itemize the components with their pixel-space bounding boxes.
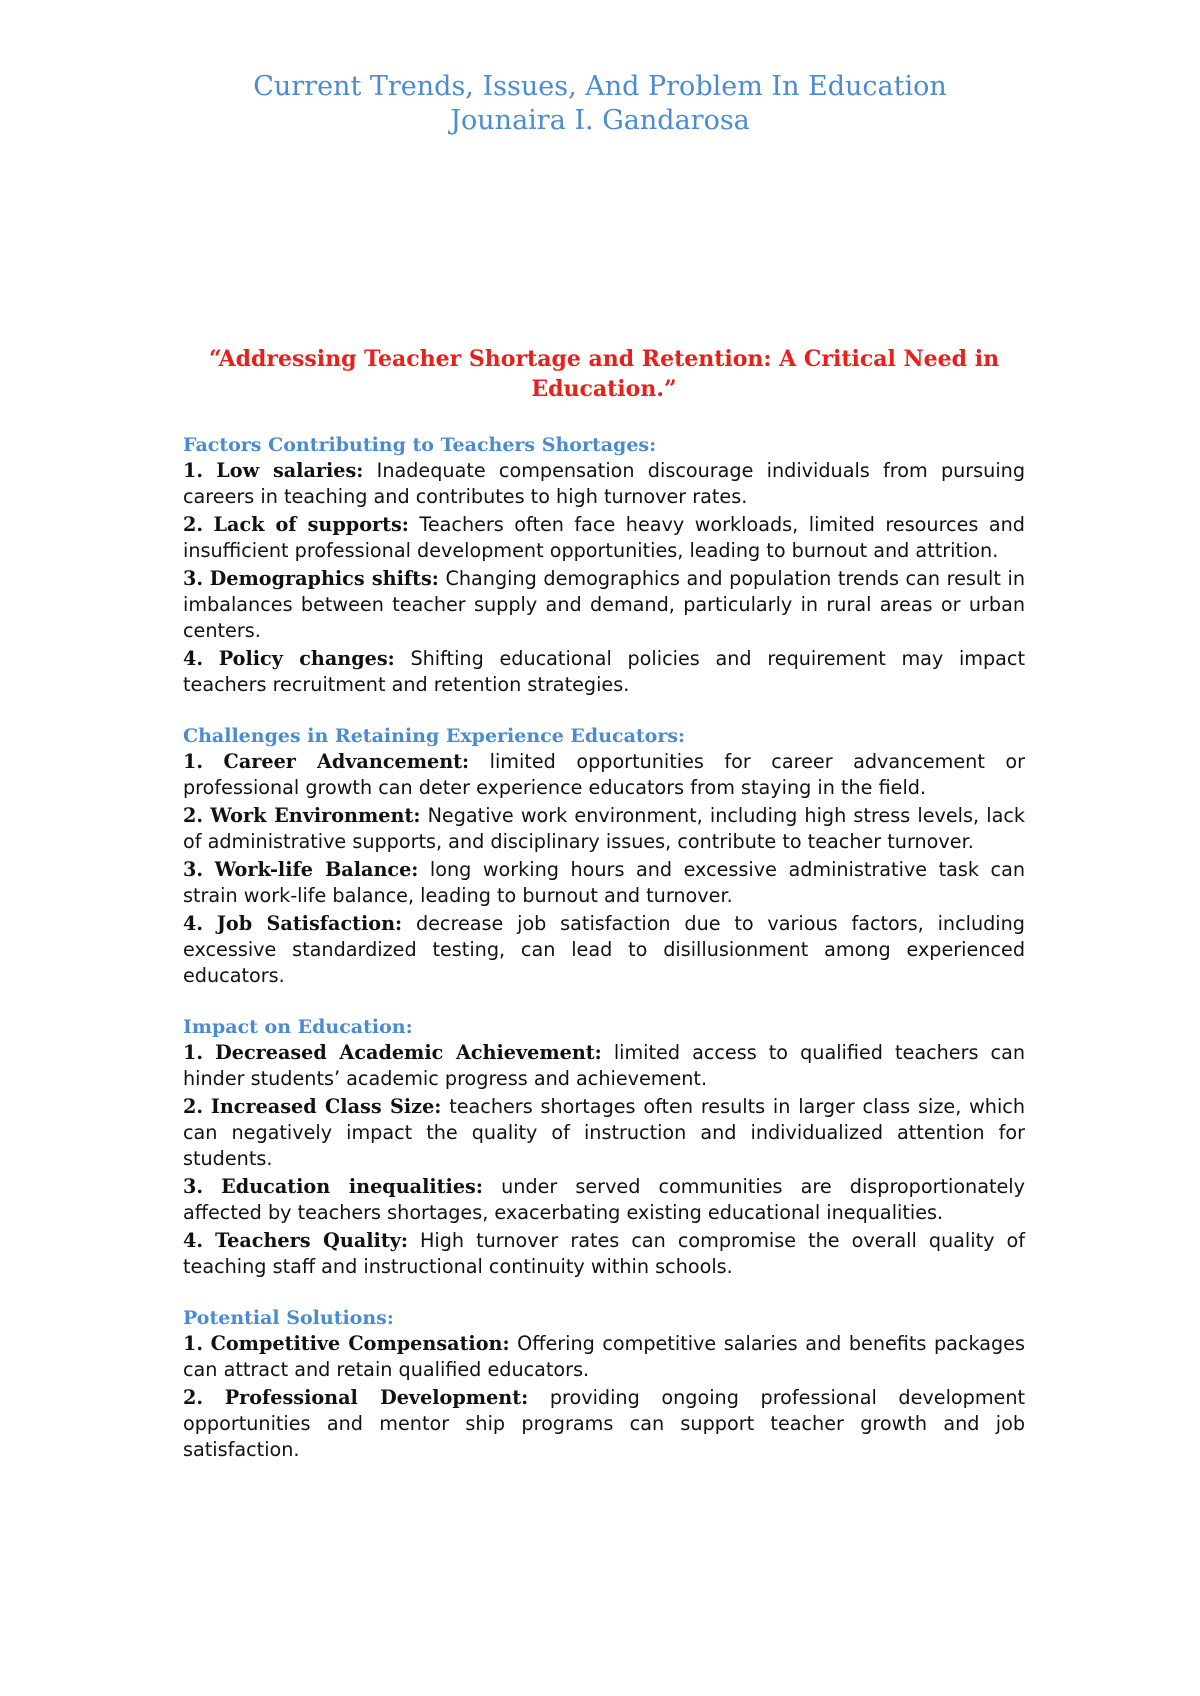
item-text: Offering competitive salaries and benefits packages can attract and retain qualified educators.	[183, 1332, 1025, 1381]
item-text: long working hours and excessive administrative task can strain work-life balance, leading to burnout and turnover.	[183, 858, 1025, 907]
item-text: Teachers often face heavy workloads, limited resources and insufficient professional development opportunities, leading to burnout and attrition.	[183, 513, 1025, 562]
item-number: 2.	[183, 1386, 204, 1409]
section-3	[183, 1014, 1025, 1280]
item-term: Work-life Balance:	[214, 858, 419, 881]
essay-title: “Addressing Teacher Shortage and Retention: A Critical Need in Education.”	[208, 346, 1000, 402]
item-term: Lack of supports:	[213, 513, 409, 536]
list-item	[183, 857, 1025, 909]
list-item	[183, 512, 1025, 564]
list-item	[183, 749, 1025, 801]
section-heading: Factors Contributing to Teachers Shortages:	[183, 434, 657, 456]
list-item	[183, 1331, 1025, 1383]
section-heading: Impact on Education:	[183, 1016, 413, 1038]
item-term: Demographics shifts:	[209, 567, 439, 590]
item-number: 2.	[183, 513, 204, 536]
item-term: Teachers Quality:	[215, 1229, 408, 1252]
item-number: 1.	[183, 459, 204, 482]
item-text: providing ongoing professional development opportunities and mentor ship programs can support teacher growth and job satisfaction.	[183, 1386, 1026, 1461]
item-number: 2.	[183, 1095, 204, 1118]
list-item	[183, 1385, 1025, 1463]
item-number: 3.	[183, 858, 204, 881]
list-item	[183, 1174, 1025, 1226]
item-number: 1.	[183, 750, 204, 773]
sections-container	[183, 432, 1025, 1463]
item-text: Negative work environment, including high stress levels, lack of administrative supports, and disciplinary issues, contribute to teacher turnover.	[183, 804, 1025, 853]
section-heading: Challenges in Retaining Experience Educators:	[183, 725, 686, 747]
item-term: Work Environment:	[210, 804, 421, 827]
list-item	[183, 1094, 1025, 1172]
section-2	[183, 723, 1025, 989]
author-name: Jounaira I. Gandarosa	[450, 105, 750, 136]
item-text: Shifting educational policies and requirement may impact teachers recruitment and retention strategies.	[183, 647, 1026, 696]
item-text: High turnover rates can compromise the overall quality of teaching staff and instructional continuity within schools.	[183, 1229, 1025, 1278]
item-term: Policy changes:	[218, 647, 395, 670]
list-item	[183, 803, 1025, 855]
section-4	[183, 1305, 1025, 1463]
list-item	[183, 646, 1025, 698]
list-item	[183, 458, 1025, 510]
list-item	[183, 1040, 1025, 1092]
list-item	[183, 1228, 1025, 1280]
item-term: Education inequalities:	[221, 1175, 483, 1198]
item-text: teachers shortages often results in larger class size, which can negatively impact the quality of instruction and individualized attention for students.	[183, 1095, 1026, 1170]
item-number: 1.	[183, 1041, 204, 1064]
item-number: 3.	[183, 1175, 204, 1198]
item-text: decrease job satisfaction due to various factors, including excessive standardized testing, can lead to disillusionment among experienced educators.	[183, 912, 1025, 987]
item-term: Low salaries:	[216, 459, 364, 482]
section-1	[183, 432, 1025, 698]
item-term: Decreased Academic Achievement:	[215, 1041, 602, 1064]
item-text: limited access to qualified teachers can hinder students’ academic progress and achievement.	[183, 1041, 1026, 1090]
item-number: 4.	[183, 1229, 204, 1252]
item-text: Inadequate compensation discourage individuals from pursuing careers in teaching and contributes to high turnover rates.	[183, 459, 1026, 508]
item-number: 3.	[183, 567, 204, 590]
list-item	[183, 566, 1025, 644]
item-term: Career Advancement:	[223, 750, 470, 773]
item-term: Professional Development:	[224, 1386, 529, 1409]
document-body	[183, 344, 1025, 1488]
item-term: Job Satisfaction:	[216, 912, 403, 935]
item-text: under served communities are disproportionately affected by teachers shortages, exacerbating existing educational inequalities.	[183, 1175, 1025, 1224]
section-heading: Potential Solutions:	[183, 1307, 394, 1329]
item-term: Competitive Compensation:	[210, 1332, 510, 1355]
list-item	[183, 911, 1025, 989]
item-number: 4.	[183, 647, 204, 670]
item-text: limited opportunities for career advancement or professional growth can deter experience educators from staying in the field.	[183, 750, 1025, 799]
item-text: Changing demographics and population trends can result in imbalances between teacher supply and demand, particularly in rural areas or urban centers.	[183, 567, 1025, 642]
course-title: Current Trends, Issues, And Problem In Education	[253, 71, 947, 102]
item-number: 4.	[183, 912, 204, 935]
item-term: Increased Class Size:	[210, 1095, 442, 1118]
item-number: 1.	[183, 1332, 204, 1355]
document-header	[0, 70, 1200, 138]
item-number: 2.	[183, 804, 204, 827]
